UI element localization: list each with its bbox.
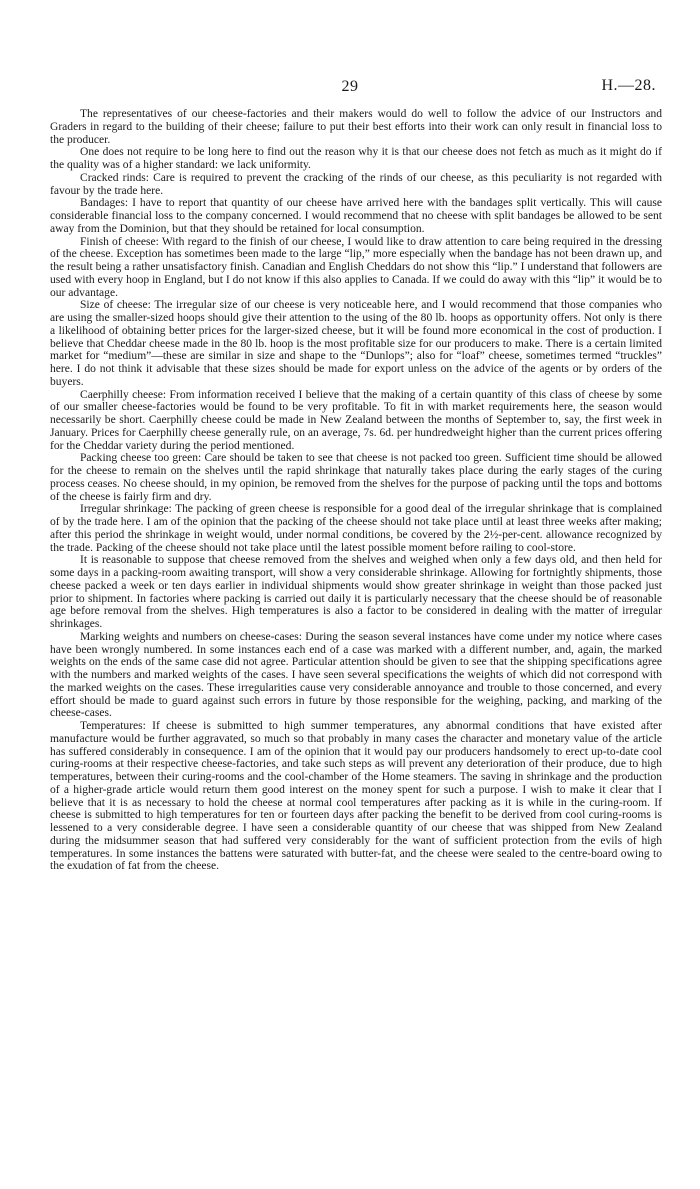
paragraph xyxy=(50,503,662,554)
paragraph-text: One does not require to be long here to find out the reason why it is that our cheese does not fetch as much as it might do if the quality was of a higher standard: we lack uniformity. xyxy=(50,146,662,171)
paragraph-text: Care should be taken to see that cheese is not packed too green. Sufficient time should be allowed for the cheese to remain on the shelves until the rapid shrinkage that naturally takes place during the early stages of the curing process ceases. No cheese should, in my opinion, be removed from the shelves for the purpose of packing until the tops and bottoms of the cheese is fairly firm and dry. xyxy=(50,452,663,503)
paragraph-heading: Caerphilly cheese: xyxy=(80,388,167,401)
paragraph-text: With regard to the finish of our cheese, I would like to draw attention to care being required in the dressing of the cheese. Exception has sometimes been made to the large “lip,” more especially when the bandage has not been drawn up, and the result being a rather unsatisfactory finish. Canadian and English Cheddars do not show this “lip.” I understand that followers are used with every hoop in England, but I do not know if this also applies to Canada. If we could do away with this “lip” it would be to our advantage. xyxy=(50,235,662,299)
paragraph-text: The representatives of our cheese-factories and their makers would do well to follow the advice of our Instructors and Graders in regard to the building of their cheese; failure to put their best efforts into their work can only result in financial loss to the producer. xyxy=(50,108,662,146)
paragraph xyxy=(50,389,662,453)
paragraph xyxy=(50,631,662,720)
paragraph xyxy=(50,452,662,503)
paragraph-heading: Finish of cheese: xyxy=(80,235,159,248)
paragraph-heading: Irregular shrinkage: xyxy=(80,503,172,516)
paragraph-heading: Bandages: xyxy=(80,197,129,210)
paragraph-heading: Temperatures: xyxy=(80,720,146,732)
paragraph xyxy=(50,236,662,300)
paragraph-text: The irregular size of our cheese is very noticeable here, and I would recommend that those companies who are using the smaller-sized hoops should give their attention to the using of the 80 lb. hoops as opportunity offers. Not only is there a likelihood of obtaining better prices for the larger-sized cheese, but it will be found more economical in the cost of production. I believe that Cheddar cheese made in the 80 lb. hoop is the most profitable size for our producers to make. There is a certain limited market for “medium”—these are similar in size and shape to the “Dunlops”; also for “loaf” cheese, sometimes termed “truckles” here. I do not think it advisable that these sizes should be made for export unless on the advice of the agents or by orders of the buyers. xyxy=(50,299,663,388)
page-number: 29 xyxy=(341,78,359,95)
paragraph-text: Care is required to prevent the cracking of the rinds of our cheese, as this peculiarity is not regarded with favour by the trade here. xyxy=(50,171,662,197)
paragraph xyxy=(50,172,662,198)
paragraph xyxy=(50,299,662,388)
paragraph xyxy=(50,146,662,172)
document-reference: H.—28. xyxy=(601,77,656,94)
paragraph-text: I have to report that quantity of our cheese have arrived here with the bandages split vertically. This will cause considerable financial loss to the company concerned. I would recommend that no cheese with split bandages be allowed to be sent away from the Dominion, but that they should be retained for local consumption. xyxy=(50,197,662,235)
paragraph-heading: Marking weights and numbers on cheese-cases: xyxy=(80,630,302,643)
paragraph-heading: Size of cheese: xyxy=(80,299,151,312)
paragraph-heading: Packing cheese too green: xyxy=(80,452,202,465)
paragraph-text: If cheese is submitted to high summer temperatures, any abnormal conditions that have existed after manufacture would be further aggravated, so much so that probably in many cases the character and monetary value of the article has suffered considerably in consequence. I am of the opinion that it would pay our producers handsomely to erect up-to-date cool curing-rooms at their respective cheese-factories, and take such steps as will prevent any deterioration of their produce, due to high temperatures, between their curing-rooms and the cool-chamber of the Home steamers. The saving in shrinkage and the production of a higher-grade article would return them good interest on the money spent for such a purpose. I wish to make it clear that I believe that it is as necessary to hold the cheese at normal cool temperatures after packing as it is while in the curing-room. If cheese is submitted to high temperatures for ten or fourteen days after packing the benefit to be derived from cool curing-rooms is lessened to a very considerable degree. I have seen a considerable quantity of our cheese that was shipped from New Zealand during the midsummer season that had suffered very considerably for the want of sufficient protection from the evils of high temperatures. In some instances the battens were saturated with butter-fat, and the cheese were sealed to the centre-board owing to the exudation of fat from the cheese. xyxy=(50,720,662,873)
paragraph-text: From information received I believe that the making of a certain quantity of this class of cheese by some of our smaller cheese-factories would be found to be very profitable. To fit in with market requirements here, the season would necessarily be short. Caerphilly cheese could be made in New Zealand between the months of September to, say, the first week in January. Prices for Caerphilly cheese generally rule, on an average, 7s. 6d. per hundredweight higher than the current prices offering for the Cheddar variety during the period mentioned. xyxy=(50,388,662,452)
paragraph-text: It is reasonable to suppose that cheese removed from the shelves and weighed when only a few days old, and then held for some days in a packing-room awaiting transport, will show a very considerable shrinkage. Allowing for fortnightly shipments, those cheese packed a week or ten days earlier in individual shipments would show greater shrinkage in weight than those packed just prior to shipment. In factories where packing is carried out daily it is particularly necessary that the cheese should be of reasonable age before removal from the shelves. High temperatures is also a factor to be considered in dealing with the matter of irregular shrinkages. xyxy=(50,554,662,630)
paragraph xyxy=(50,108,662,146)
body-text xyxy=(50,108,662,873)
paragraph xyxy=(50,554,662,631)
paragraph-text: The packing of green cheese is responsible for a good deal of the irregular shrinkage that is complained of by the trade here. I am of the opinion that the packing of the cheese should not take place until at least three weeks after making; after this period the shrinkage in weight would, under normal conditions, be covered by the 2½-per-cent. allowance recognized by the trade. Packing of the cheese should not take place until the latest possible moment before railing to cool-store. xyxy=(50,503,663,554)
paragraph xyxy=(50,197,662,235)
paragraph xyxy=(50,720,662,873)
paragraph-text: During the season several instances have come under my notice where cases have been wrongly numbered. In some instances each end of a case was marked with a different number, and, again, the marked weights on the ends of the same case did not agree. Particular attention should be given to see that the shipping specifications agree with the numbers and marked weights of the cases. I have seen several specifications the weights of which did not correspond with the marked weights on the cases. These irregularities cause very considerable annoyance and trouble to those concerned, and every effort should be made to guard against such errors in future by those responsible for the weighing, packing, and marking of the cheese-cases. xyxy=(50,630,662,720)
paragraph-heading: Cracked rinds: xyxy=(80,171,149,184)
